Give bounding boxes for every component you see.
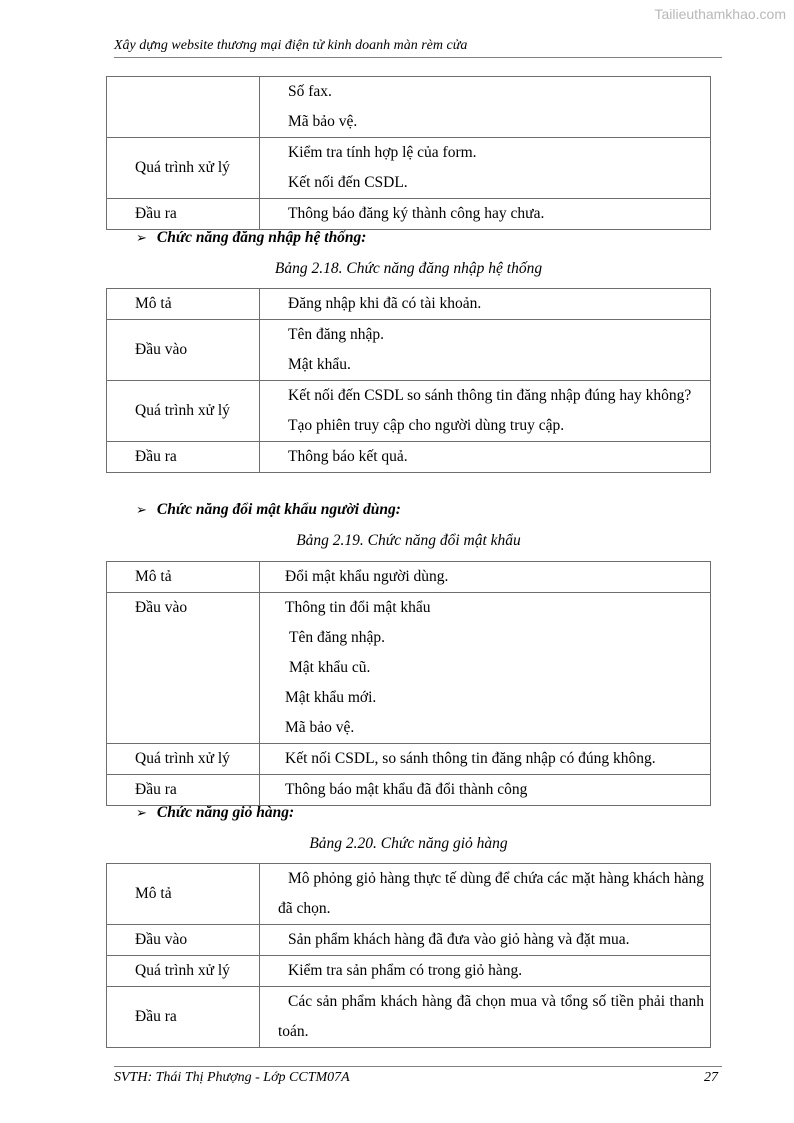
table-row (107, 289, 711, 320)
row-value: Các sản phẩm khách hàng đã chọn mua và tổng số tiền phải thanh toán. (260, 987, 711, 1048)
value-line: Mật khẩu mới. (285, 689, 377, 706)
row-label: Quá trình xử lý (107, 381, 260, 442)
section-heading-change-password (136, 501, 401, 519)
value-line: Mật khẩu. (288, 356, 351, 373)
table-row (107, 775, 711, 806)
table-registration-continued (106, 76, 711, 230)
row-value (260, 320, 711, 381)
table-caption: Bảng 2.20. Chức năng giỏ hàng (309, 835, 508, 852)
table-row (107, 925, 711, 956)
table-caption: Bảng 2.18. Chức năng đăng nhập hệ thống (274, 260, 543, 277)
row-value (260, 593, 711, 744)
heading-text: Chức năng đăng nhập hệ thống: (156, 229, 367, 246)
table-row (107, 956, 711, 987)
running-footer (114, 1066, 722, 1086)
table-cart (106, 863, 711, 1048)
table-row (107, 381, 711, 442)
value-line: Tên đăng nhập. (289, 629, 385, 646)
row-label: Đầu ra (107, 987, 260, 1048)
row-value (260, 77, 711, 138)
row-value: Kết nối CSDL, so sánh thông tin đăng nhập có đúng không. (260, 744, 711, 775)
table-row (107, 442, 711, 473)
row-label: Quá trình xử lý (107, 956, 260, 987)
row-value: Đăng nhập khi đã có tài khoản. (260, 289, 711, 320)
watermark: Tailieuthamkhao.com (654, 6, 786, 22)
row-label: Đầu ra (107, 199, 260, 230)
heading-text: Chức năng giỏ hàng: (156, 804, 295, 821)
row-label: Mô tả (107, 562, 260, 593)
table-row (107, 199, 711, 230)
row-label: Đầu vào (107, 925, 260, 956)
row-label: Quá trình xử lý (107, 138, 260, 199)
value-line: Thông tin đổi mật khẩu (285, 599, 431, 616)
value-line: Kết nối đến CSDL so sánh thông tin đăng nhập đúng hay không? (288, 387, 692, 404)
table-row (107, 320, 711, 381)
row-label: Đầu vào (107, 320, 260, 381)
arrow-bullet-icon: ➢ (136, 502, 147, 517)
table-change-password (106, 561, 711, 806)
value-line: Kết nối đến CSDL. (288, 174, 408, 191)
table-row (107, 77, 711, 138)
value-line: Mật khẩu cũ. (289, 659, 371, 676)
row-label: Quá trình xử lý (107, 744, 260, 775)
table-login (106, 288, 711, 473)
table-row (107, 593, 711, 744)
row-label: Đầu ra (107, 775, 260, 806)
footer-author: SVTH: Thái Thị Phượng - Lớp CCTM07A (114, 1070, 350, 1085)
table-row (107, 864, 711, 925)
page-number: 27 (704, 1070, 718, 1085)
value-line: Tên đăng nhập. (288, 326, 384, 343)
row-value: Kiểm tra sản phẩm có trong giỏ hàng. (260, 956, 711, 987)
row-value: Mô phỏng giỏ hàng thực tế dùng để chứa các mặt hàng khách hàng đã chọn. (260, 864, 711, 925)
table-caption: Bảng 2.19. Chức năng đổi mật khẩu (296, 532, 521, 549)
row-value: Thông báo kết quả. (260, 442, 711, 473)
table-row (107, 562, 711, 593)
running-header: Xây dựng website thương mại điện tử kinh doanh màn rèm cửa (114, 38, 722, 58)
row-label: Mô tả (107, 864, 260, 925)
row-value: Sản phẩm khách hàng đã đưa vào giỏ hàng và đặt mua. (260, 925, 711, 956)
arrow-bullet-icon: ➢ (136, 805, 147, 820)
value-line: Mã bảo vệ. (288, 113, 358, 130)
section-heading-login (136, 229, 366, 247)
row-label: Đầu ra (107, 442, 260, 473)
section-heading-cart (136, 804, 294, 822)
arrow-bullet-icon: ➢ (136, 230, 147, 245)
row-value (260, 138, 711, 199)
value-line: Mã bảo vệ. (285, 719, 355, 736)
table-row (107, 744, 711, 775)
row-label: Đầu vào (107, 593, 260, 744)
value-line: Tạo phiên truy cập cho người dùng truy cập. (288, 417, 565, 434)
row-value (260, 381, 711, 442)
row-label (107, 77, 260, 138)
value-line: Số fax. (288, 83, 332, 100)
row-value: Thông báo đăng ký thành công hay chưa. (260, 199, 711, 230)
row-value: Đổi mật khẩu người dùng. (260, 562, 711, 593)
table-row (107, 138, 711, 199)
table-row (107, 987, 711, 1048)
row-value: Thông báo mật khẩu đã đổi thành công (260, 775, 711, 806)
heading-text: Chức năng đổi mật khẩu người dùng: (156, 501, 401, 518)
row-label: Mô tả (107, 289, 260, 320)
value-line: Kiểm tra tính hợp lệ của form. (288, 144, 477, 161)
